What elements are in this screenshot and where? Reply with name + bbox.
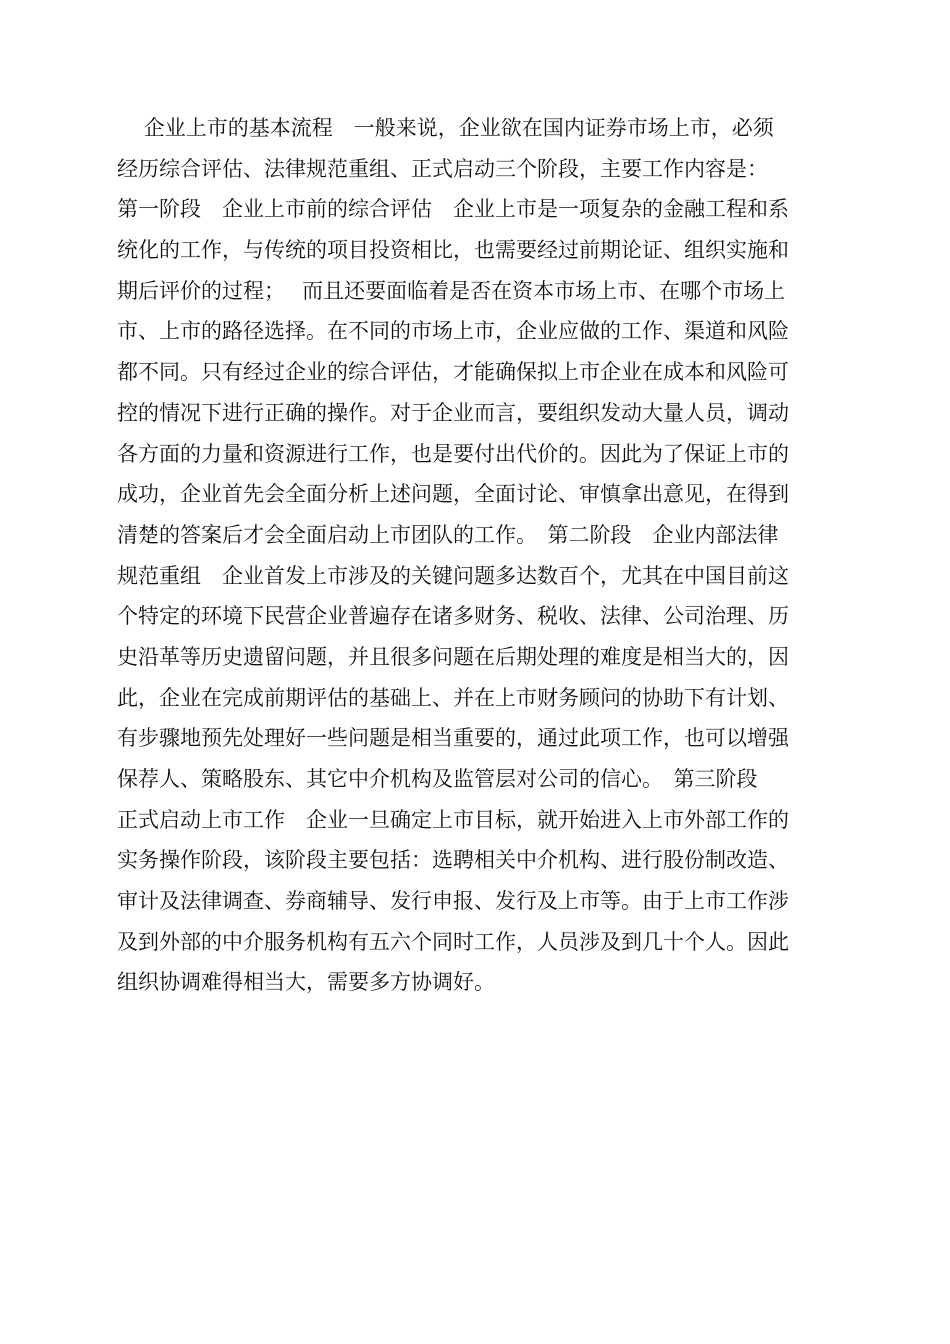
text-line: 及到外部的中介服务机构有五六个同时工作，人员涉及到几十个人。因此 (117, 929, 789, 954)
text-line: 有步骤地预先处理好一些问题是相当重要的，通过此项工作，也可以增强 (117, 726, 789, 751)
text-line: 都不同。只有经过企业的综合评估，才能确保拟上市企业在成本和风险可 (117, 360, 789, 385)
body-text (117, 108, 833, 1003)
text-line: 控的情况下进行正确的操作。对于企业而言，要组织发动大量人员，调动 (117, 400, 789, 425)
text-line: 史沿革等历史遗留问题，并且很多问题在后期处理的难度是相当大的，因 (117, 644, 789, 669)
text-line: 第一阶段 企业上市前的综合评估 企业上市是一项复杂的金融工程和系 (117, 197, 789, 222)
text-line: 清楚的答案后才会全面启动上市团队的工作。 第二阶段 企业内部法律 (117, 522, 779, 547)
text-line: 企业上市的基本流程 一般来说，企业欲在国内证券市场上市，必须 (117, 116, 774, 140)
text-line: 组织协调难得相当大，需要多方协调好。 (117, 970, 495, 995)
text-line: 审计及法律调查、券商辅导、发行申报、发行及上市等。由于上市工作涉 (117, 889, 789, 914)
text-line: 经历综合评估、法律规范重组、正式启动三个阶段，主要工作内容是： (117, 156, 768, 181)
text-line: 实务操作阶段，该阶段主要包括：选聘相关中介机构、进行股份制改造、 (117, 848, 789, 873)
text-line: 正式启动上市工作 企业一旦确定上市目标，就开始进入上市外部工作的 (117, 807, 789, 832)
text-line: 统化的工作，与传统的项目投资相比，也需要经过前期论证、组织实施和 (117, 238, 789, 263)
text-line: 此，企业在完成前期评估的基础上、并在上市财务顾问的协助下有计划、 (117, 685, 789, 710)
text-line: 个特定的环境下民营企业普遍存在诸多财务、税收、法律、公司治理、历 (117, 604, 789, 629)
text-line: 市、上市的路径选择。在不同的市场上市，企业应做的工作、渠道和风险 (117, 319, 789, 344)
text-line: 规范重组 企业首发上市涉及的关键问题多达数百个，尤其在中国目前这 (117, 563, 789, 588)
text-line: 各方面的力量和资源进行工作，也是要付出代价的。因此为了保证上市的 (117, 441, 789, 466)
text-line: 期后评价的过程； 而且还要面临着是否在资本市场上市、在哪个市场上 (117, 278, 786, 303)
text-line: 成功，企业首先会全面分析上述问题，全面讨论、审慎拿出意见，在得到 (117, 482, 789, 507)
text-line: 保荐人、策略股东、其它中介机构及监管层对公司的信心。 第三阶段 (117, 767, 758, 791)
